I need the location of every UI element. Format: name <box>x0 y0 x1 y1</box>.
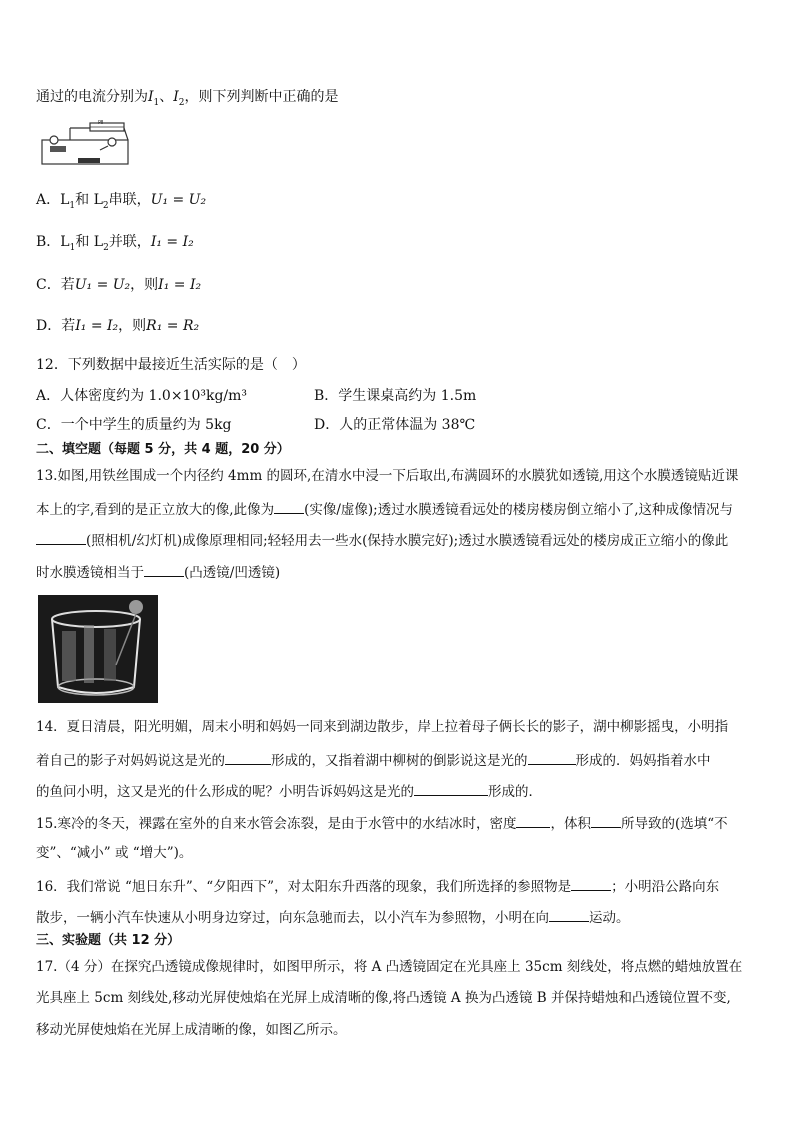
q12-option-a: A．人体密度约为 1.0×10³kg/m³ <box>36 388 248 404</box>
q15-blank-2[interactable] <box>591 813 621 828</box>
lamp-l2-icon <box>108 138 116 146</box>
q13-line-4: 时水膜透镜相当于 (凸透镜/凹透镜) <box>36 562 280 582</box>
q11-option-d: D．若I₁ = I₂，则R₁ = R₂ <box>36 318 200 334</box>
q17-line-3: 移动光屏使烛焰在光屏上成清晰的像，如图乙所示。 <box>36 1022 347 1038</box>
q11-stem-end: ，则下列判断中正确的是 <box>184 89 339 105</box>
q16-line-1: 16．我们常说 “旭日东升”、“夕阳西下”，对太阳东升西落的现象，我们所选择的参照物是 ；小明沿公路向东 <box>36 876 719 896</box>
section-3-heading: 三、实验题（共 12 分） <box>36 933 181 948</box>
current-i1: $I_1$ <box>148 89 160 108</box>
q11-sep: 、 <box>159 89 174 105</box>
q12-stem: 12．下列数据中最接近生活实际的是（ ） <box>36 357 306 373</box>
section-2-heading: 二、填空题（每题 5 分，共 4 题，20 分） <box>36 442 290 457</box>
q13-blank-1[interactable] <box>274 499 304 514</box>
battery-pack-icon <box>78 158 100 163</box>
q15-line-2: 变”、“减小” 或 “增大”)。 <box>36 845 193 861</box>
q14-blank-1[interactable] <box>225 750 271 765</box>
q14-blank-2[interactable] <box>528 750 576 765</box>
q14-line-2: 着自己的影子对妈妈说这是光的 形成的，又指着湖中柳树的倒影说这是光的 形成的．妈妈指着水中 <box>36 750 711 770</box>
q11-option-b: B．$L_1$和 $L_2$并联，I₁ = I₂ <box>36 234 194 253</box>
battery-icon <box>50 146 66 152</box>
q12-option-d: D．人的正常体温为 38℃ <box>314 417 476 433</box>
q12-option-c: C．一个中学生的质量约为 5kg <box>36 417 232 433</box>
q15-line-1: 15.寒冷的冬天，裸露在室外的自来水管会冻裂，是由于水管中的水结冰时，密度 ，体积 所导致的(选填“不 <box>36 813 728 833</box>
q11-stem-intro: 通过的电流分别为 <box>36 89 148 105</box>
q14-blank-3[interactable] <box>414 781 488 796</box>
q11-option-a: A．$L_1$和 $L_2$串联，U₁ = U₂ <box>36 192 207 211</box>
q12-option-b: B．学生课桌高约为 1.5m <box>314 388 477 404</box>
switch-icon <box>100 146 108 150</box>
current-i2: $I_2$ <box>173 89 185 108</box>
lamp-l1-icon <box>50 136 58 144</box>
q16-blank-2[interactable] <box>549 907 589 922</box>
q13-blank-3[interactable] <box>144 562 184 577</box>
q16-blank-1[interactable] <box>571 876 611 891</box>
q13-blank-2[interactable] <box>36 530 86 545</box>
q13-line-3: (照相机/幻灯机)成像原理相同;轻轻用去一些水(保持水膜完好);透过水膜透镜看远处的楼房成正立缩小的像此 <box>36 530 728 550</box>
q13-line-2: 本上的字,看到的是正立放大的像,此像为 (实像/虚像);透过水膜透镜看远处的楼房楼房倒立缩小了,这种成像情况与 <box>36 499 733 519</box>
circuit-diagram <box>40 120 130 166</box>
q11-option-c: C．若U₁ = U₂，则I₁ = I₂ <box>36 277 202 293</box>
q11-stem <box>36 88 339 112</box>
water-film-photo <box>38 595 158 703</box>
q14-line-3: 的鱼问小明，这又是光的什么形成的呢？小明告诉妈妈这是光的 形成的． <box>36 781 542 801</box>
q14-line-1: 14．夏日清晨，阳光明媚，周末小明和妈妈一同来到湖边散步，岸上拉着母子俩长长的影子，湖中柳影摇曳，小明指 <box>36 719 729 735</box>
q17-line-1: 17.（4 分）在探究凸透镜成像规律时，如图甲所示，将 A 凸透镜固定在光具座上 35cm 刻线处，将点燃的蜡烛放置在 <box>36 959 743 975</box>
q16-line-2: 散步，一辆小汽车快速从小明身边穿过，向东急驰而去，以小汽车为参照物，小明在向 运动。 <box>36 907 630 927</box>
slider-p-label: P <box>98 120 102 126</box>
q13-line-1: 13.如图,用铁丝围成一个内径约 4mm 的圆环,在清水中浸一下后取出,布满圆环的水膜犹如透镜,用这个水膜透镜贴近课 <box>36 468 739 484</box>
q17-line-2: 光具座上 5cm 刻线处,移动光屏使烛焰在光屏上成清晰的像,将凸透镜 A 换为凸透镜 B 并保持蜡烛和凸透镜位置不变, <box>36 990 731 1006</box>
q15-blank-1[interactable] <box>516 813 550 828</box>
